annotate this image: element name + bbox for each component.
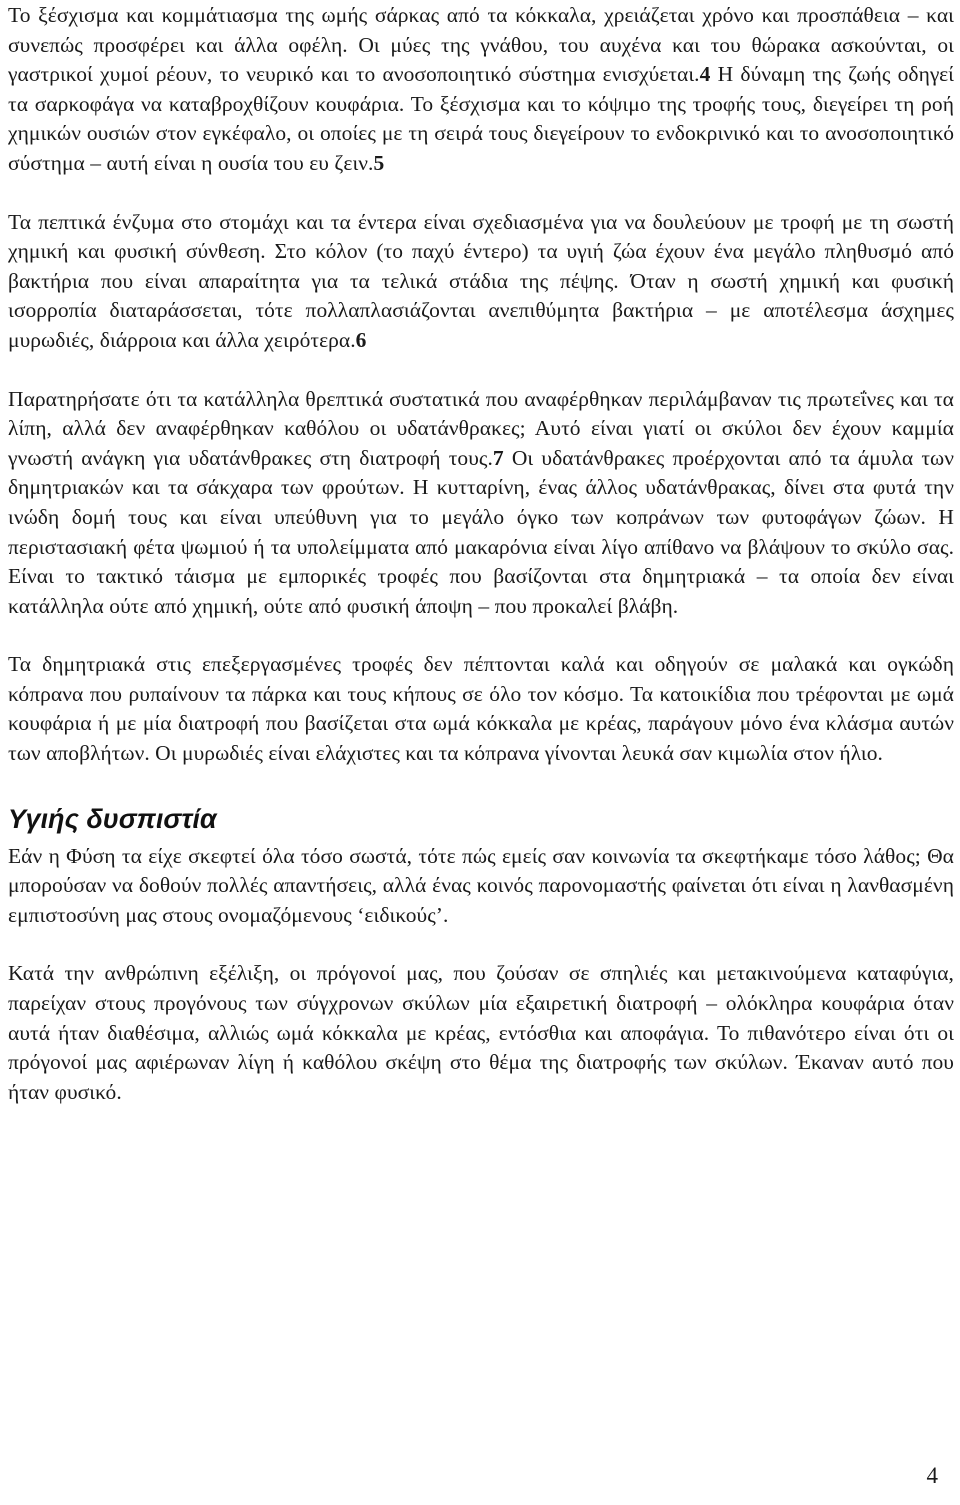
paragraph-3 [8,385,954,622]
footnote-ref-5: 5 [373,150,385,175]
document-page [8,0,954,1136]
paragraph-1-text-a: Το ξέσχισμα και κομμάτιασμα της ωμής σάρκας από τα κόκκαλα, χρειάζεται χρόνο και προσπάθεια – και συνεπώς προσφέρει και άλλα οφέλη. Οι μύες της γνάθου, του αυχένα και του θώρακα ασκούνται, οι γαστρικοί χυμοί ρέουν, το νευρικό και το ανοσοποιητικό σύστημα ενισχύεται. [8,3,954,87]
section-paragraph-2-text: Κατά την ανθρώπινη εξέλιξη, οι πρόγονοί μας, που ζούσαν σε σπηλιές και μετακινούμενα καταφύγια, παρείχαν στους προγόνους των σύγχρονων σκύλων μία εξαιρετική διατροφή – ολόκληρα κουφάρια όταν αυτά ήταν διαθέσιμα, αλλιώς ωμά κόκκαλα με κρέας, εντόσθια και αποφάγια. Το πιθανότερο είναι ότι οι πρόγονοί μας αφιέρωναν λίγη ή καθόλου σκέψη στο θέμα της διατροφής των σκύλων. Έκαναν αυτό που ήταν φυσικό. [8,961,954,1104]
section-paragraph-2 [8,959,954,1107]
paragraph-3-text-a: Παρατηρήσατε ότι τα κατάλληλα θρεπτικά συστατικά που αναφέρθηκαν περιλάμβαναν τις πρωτεΐνες και τα λίπη, αλλά δεν αναφέρθηκαν καθόλου οι υδατάνθρακες; Αυτό είναι γιατί οι σκύλοι δεν έχουν καμμία γνωστή ανάγκη για υδατάνθρακες στη διατροφή τους. [8,386,954,470]
section-heading: Υγιής δυσπιστία [8,803,217,834]
paragraph-3-text-b: Οι υδατάνθρακες προέρχονται από τα άμυλα των δημητριακών και τα σάκχαρα των φρούτων. Η κυτταρίνη, ένας άλλος υδατάνθρακας, δίνει στα φυτά την ινώδη δομή τους και είναι υπεύθυνη για το μεγάλο όγκο των κοπράνων των φυτοφάγων ζώων. Η περιστασιακή φέτα ψωμιού ή τα υπολείμματα από μακαρόνια είναι λίγο απίθανο να βλάψουν το σκύλο σας. Είναι το τακτικό τάισμα με εμπορικές τροφές που βασίζονται στα δημητριακά – τα οποία δεν είναι κατάλληλα ούτε από χημική, ούτε από φυσική άποψη – που προκαλεί βλάβη. [8,445,954,618]
paragraph-1 [8,1,954,179]
paragraph-4-text: Τα δημητριακά στις επεξεργασμένες τροφές δεν πέπτονται καλά και οδηγούν σε μαλακά και ογκώδη κόπρανα που ρυπαίνουν τα πάρκα και τους κήπους σε όλο τον κόσμο. Τα κατοικίδια που τρέφονται με ωμά κουφάρια ή με μία διατροφή που βασίζεται στα ωμά κόκκαλα με κρέας, παράγουν μόνο ένα κλάσμα αυτών των αποβλήτων. Οι μυρωδιές είναι ελάχιστες και τα κόπρανα γίνονται λευκά σαν κιμωλία στον ήλιο. [8,652,954,766]
paragraph-2 [8,208,954,356]
paragraph-2-text: Τα πεπτικά ένζυμα στο στομάχι και τα έντερα είναι σχεδιασμένα για να δουλεύουν με τροφή με τη σωστή χημική και φυσική σύνθεση. Στο κόλον (το παχύ έντερο) τα υγιή ζώα έχουν ένα μεγάλο πληθυσμό από βακτήρια που είναι απαραίτητα για τα τελικά στάδια της πέψης. Όταν η σωστή χημική και φυσική ισορροπία διαταράσσεται, τότε πολλαπλασιάζονται ανεπιθύμητα βακτήρια – με αποτέλεσμα άσχημες μυρωδιές, διάρροια και άλλα χειρότερα. [8,209,954,352]
footnote-ref-7: 7 [492,445,504,470]
section-paragraph-1 [8,842,954,931]
section-paragraph-1-text: Εάν η Φύση τα είχε σκεφτεί όλα τόσο σωστά, τότε πώς εμείς σαν κοινωνία τα σκεφτήκαμε τόσο λάθος; Θα μπορούσαν να δοθούν πολλές απαντήσεις, αλλά ένας κοινός παρονομαστής φαίνεται ότι είναι η λανθασμένη εμπιστοσύνη μας στους ονομαζόμενους ‘ειδικούς’. [8,843,954,927]
footnote-ref-6: 6 [355,327,367,352]
page-number: 4 [926,1463,938,1488]
footnote-ref-4: 4 [699,62,711,87]
paragraph-4 [8,650,954,768]
paragraph-1-text-b: Η δύναμη της ζωής οδηγεί τα σαρκοφάγα να καταβροχθίζουν κουφάρια. Το ξέσχισμα και το κόψιμο της τροφής τους, διεγείρει τη ροή χημικών ουσιών στον εγκέφαλο, οι οποίες με τη σειρά τους διεγείρουν το ενδοκρινικό και το ανοσοποιητικό σύστημα – αυτή είναι η ουσία του ευ ζειν. [8,62,954,175]
